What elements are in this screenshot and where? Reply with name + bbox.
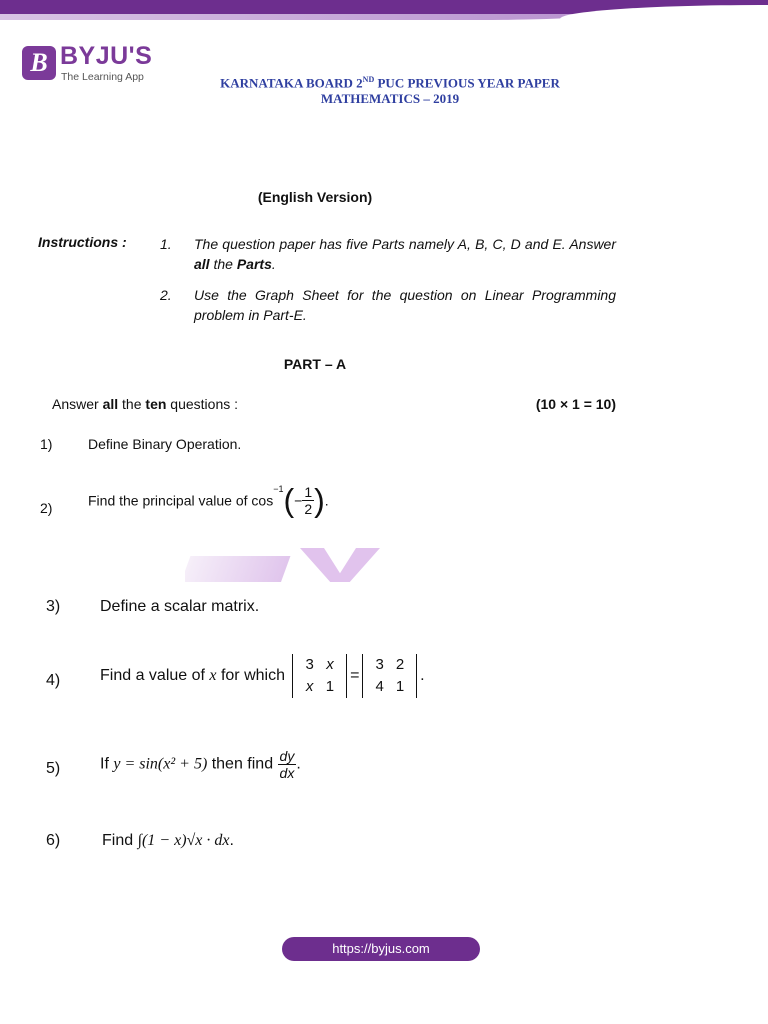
question-4: 4) Find a value of x for which 3 x x 1 = 3 2 4 1 .	[46, 654, 606, 710]
determinant-right: 3 2 4 1	[362, 654, 417, 698]
byjus-watermark	[185, 548, 435, 582]
logo-tagline: The Learning App	[61, 71, 144, 83]
determinant-left: 3 x x 1	[292, 654, 347, 698]
byjus-logo	[22, 44, 162, 90]
paper-header	[180, 72, 600, 107]
header-line-1: KARNATAKA BOARD 2ND PUC PREVIOUS YEAR PAPER	[220, 75, 560, 91]
footer-url-link[interactable]: https://byjus.com	[282, 937, 480, 961]
fraction: $\frac{1}{2}$	[304, 484, 313, 517]
banner-light-strip	[0, 14, 600, 20]
fraction: $\frac{dy}{dx}$	[279, 748, 295, 781]
part-a-heading: PART – A	[283, 356, 347, 372]
instruction-item: 1. The question paper has five Parts namely A, B, C, D and E. Answer all the Parts.	[160, 236, 616, 272]
marks-scheme: (10 × 1 = 10)	[535, 396, 616, 412]
instruction-item: 2. Use the Graph Sheet for the question on Linear Programming problem in Part-E.	[160, 287, 616, 323]
question-1: 1) Define Binary Operation.	[40, 436, 242, 452]
question-3: 3) Define a scalar matrix.	[46, 598, 260, 615]
version-label: (English Version)	[257, 189, 373, 205]
logo-name: BYJU'S	[60, 42, 153, 70]
header-line-2: MATHEMATICS – 2019	[320, 91, 460, 107]
top-banner	[0, 0, 768, 22]
question-6: 6) Find ∫(1 − x)√x · dx.	[46, 832, 234, 849]
question-2: 2) Find the principal value of $\cos^{-1}(-$ $\frac{1}{2}$ ).	[40, 482, 329, 519]
question-5: 5) If y = sin(x² + 5) then find $\frac{dy}{dx}$ .	[46, 748, 301, 781]
answer-instruction: Answer all the ten questions :	[52, 396, 239, 412]
logo-b-icon: B	[22, 46, 56, 80]
instructions-label: Instructions :	[38, 234, 127, 250]
